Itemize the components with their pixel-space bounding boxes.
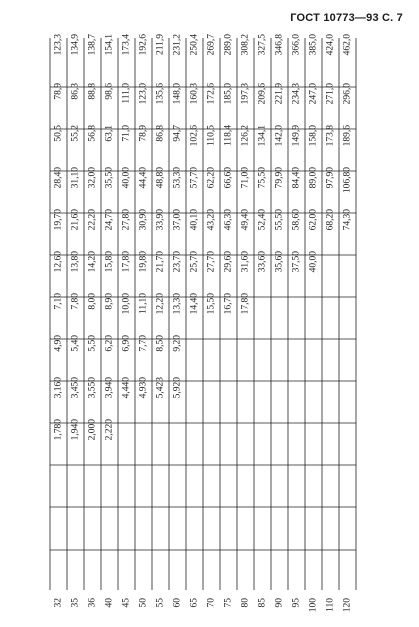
table-cell: 6,20 — [104, 335, 115, 352]
table-cell: 154,1 — [104, 34, 115, 56]
table-cell: 30,90 — [138, 209, 149, 231]
table-cell: 53,30 — [172, 167, 183, 189]
table-cell: 15,50 — [206, 293, 217, 315]
table-cell: 4,90 — [53, 335, 64, 352]
table-cell: 98,6 — [104, 83, 115, 100]
table-cell: 78,9 — [53, 83, 64, 100]
table-cell: 8,50 — [155, 335, 166, 352]
table-cell: 19,80 — [138, 251, 149, 273]
table-cell: 172,6 — [206, 83, 217, 105]
table-cell: 118,4 — [223, 125, 234, 147]
table-cell: 25,70 — [189, 251, 200, 273]
table-cell: 110,5 — [206, 125, 217, 147]
table-cell: 209,6 — [257, 83, 268, 105]
table-cell: 14,40 — [189, 293, 200, 315]
table-cell: 5,920 — [172, 377, 183, 399]
table-cell: 28,40 — [53, 167, 64, 189]
table-cell: 2,000 — [87, 419, 98, 441]
table-cell: 247,0 — [308, 83, 319, 105]
key-cell: 65 — [189, 598, 200, 608]
table-cell: 3,160 — [53, 377, 64, 399]
key-cell: 100 — [308, 598, 319, 613]
key-cell: 50 — [138, 598, 149, 608]
table-cell: 3,450 — [70, 377, 81, 399]
table-cell: 13,80 — [70, 251, 81, 273]
table-cell: 50,5 — [53, 125, 64, 142]
table-cell: 86,8 — [155, 125, 166, 142]
table-cell: 15,80 — [104, 251, 115, 273]
table-cell: 33,60 — [257, 251, 268, 273]
key-cell: 85 — [257, 598, 268, 608]
table-cell: 3,550 — [87, 377, 98, 399]
table-cell: 17,80 — [240, 293, 251, 315]
table-cell: 211,9 — [155, 34, 166, 56]
table-cell: 32,00 — [87, 167, 98, 189]
table-cell: 4,440 — [121, 377, 132, 399]
table-cell: 89,00 — [308, 167, 319, 189]
table-cell: 4,930 — [138, 377, 149, 399]
table-cell: 8,90 — [104, 293, 115, 310]
table-cell: 40,10 — [189, 209, 200, 231]
table-cell: 66,60 — [223, 167, 234, 189]
table-cell: 7,80 — [70, 293, 81, 310]
table-cell: 2,220 — [104, 419, 115, 441]
table-cell: 44,40 — [138, 167, 149, 189]
table-cell: 17,80 — [121, 251, 132, 273]
table-cell: 75,50 — [257, 167, 268, 189]
table-cell: 250,4 — [189, 34, 200, 56]
table-cell: 135,6 — [155, 83, 166, 105]
key-cell: 45 — [121, 598, 132, 608]
table-cell: 7,70 — [138, 335, 149, 352]
table-cell: 327,5 — [257, 34, 268, 56]
table-cell: 271,0 — [325, 83, 336, 105]
table-cell: 48,80 — [155, 167, 166, 189]
table-cell: 56,8 — [87, 125, 98, 142]
table-cell: 23,70 — [172, 251, 183, 273]
table-cell: 192,6 — [138, 34, 149, 56]
table-cell: 234,3 — [291, 83, 302, 105]
table-cell: 385,0 — [308, 34, 319, 56]
table-cell: 126,2 — [240, 125, 251, 147]
table-cell: 9,20 — [172, 335, 183, 352]
table-cell: 134,1 — [257, 125, 268, 147]
table-cell: 106,80 — [342, 167, 353, 194]
table-cell: 49,40 — [240, 209, 251, 231]
table-cell: 138,7 — [87, 34, 98, 56]
key-cell: 80 — [240, 598, 251, 608]
table-cell: 111,0 — [121, 83, 132, 104]
table-cell: 94,7 — [172, 125, 183, 142]
table-cell: 74,30 — [342, 209, 353, 231]
table-cell: 149,9 — [291, 125, 302, 147]
table-cell: 1,940 — [70, 419, 81, 441]
table-cell: 1,780 — [53, 419, 64, 441]
table-cell: 40,00 — [308, 251, 319, 273]
table-cell: 97,90 — [325, 167, 336, 189]
key-cell: 35 — [70, 598, 81, 608]
page-header: ГОСТ 10773—93 С. 7 — [290, 12, 403, 24]
table-cell: 366,0 — [291, 34, 302, 56]
table-cell: 24,70 — [104, 209, 115, 231]
key-cell: 110 — [325, 598, 336, 612]
table-cell: 296,0 — [342, 83, 353, 105]
table-cell: 55,2 — [70, 125, 81, 142]
table-cell: 29,60 — [223, 251, 234, 273]
table-cell: 27,80 — [121, 209, 132, 231]
table-cell: 6,90 — [121, 335, 132, 352]
table-cell: 289,0 — [223, 34, 234, 56]
key-cell: 36 — [87, 598, 98, 608]
table-cell: 158,0 — [308, 125, 319, 147]
table-cell: 21,70 — [155, 251, 166, 273]
table-cell: 37,50 — [291, 251, 302, 273]
table-cell: 63,1 — [104, 125, 115, 142]
table-cell: 13,30 — [172, 293, 183, 315]
table-cell: 71,00 — [240, 167, 251, 189]
table-cell: 16,70 — [223, 293, 234, 315]
table-cell: 123,3 — [53, 34, 64, 56]
key-cell: 95 — [291, 598, 302, 608]
table-cell: 88,8 — [87, 83, 98, 100]
table-cell: 79,90 — [274, 167, 285, 189]
table-cell: 11,10 — [138, 293, 149, 315]
table-cell: 14,20 — [87, 251, 98, 273]
table-cell: 27,70 — [206, 251, 217, 273]
key-cell: 40 — [104, 598, 115, 608]
table-cell: 35,60 — [274, 251, 285, 273]
table-cell: 40,00 — [121, 167, 132, 189]
table-cell: 62,20 — [206, 167, 217, 189]
table-cell: 21,60 — [70, 209, 81, 231]
table-cell: 7,10 — [53, 293, 64, 310]
table-cell: 46,30 — [223, 209, 234, 231]
table-cell: 86,3 — [70, 83, 81, 100]
table-cell: 78,9 — [138, 125, 149, 142]
table-cell: 12,60 — [53, 251, 64, 273]
table-cell: 185,0 — [223, 83, 234, 105]
table-cell: 57,70 — [189, 167, 200, 189]
table-cell: 160,3 — [189, 83, 200, 105]
table-cell: 189,6 — [342, 125, 353, 147]
table-cell: 102,6 — [189, 125, 200, 147]
table-cell: 71,0 — [121, 125, 132, 142]
table-cell: 5,50 — [87, 335, 98, 352]
table-cell: 308,2 — [240, 34, 251, 56]
table-cell: 31,10 — [70, 167, 81, 189]
table-cell: 12,20 — [155, 293, 166, 315]
table-cell: 173,8 — [325, 125, 336, 147]
key-cell: 120 — [342, 598, 353, 613]
table-cell: 134,9 — [70, 34, 81, 56]
table-cell: 269,7 — [206, 34, 217, 56]
table-cell: 84,40 — [291, 167, 302, 189]
table-cell: 5,40 — [70, 335, 81, 352]
table-cell: 55,50 — [274, 209, 285, 231]
key-cell: 60 — [172, 598, 183, 608]
table-cell: 33,90 — [155, 209, 166, 231]
table-cell: 424,0 — [325, 34, 336, 56]
table-cell: 231,2 — [172, 34, 183, 56]
table-cell: 37,00 — [172, 209, 183, 231]
key-cell: 70 — [206, 598, 217, 608]
key-cell: 75 — [223, 598, 234, 608]
table-cell: 43,20 — [206, 209, 217, 231]
table-cell: 62,00 — [308, 209, 319, 231]
table-cell: 35,50 — [104, 167, 115, 189]
table-cell: 31,60 — [240, 251, 251, 273]
key-cell: 32 — [53, 598, 64, 608]
key-cell: 55 — [155, 598, 166, 608]
table-cell: 173,4 — [121, 34, 132, 56]
table-cell: 5,423 — [155, 377, 166, 399]
table-cell: 3,940 — [104, 377, 115, 399]
key-cell: 90 — [274, 598, 285, 608]
table-cell: 58,60 — [291, 209, 302, 231]
table-cell: 8,00 — [87, 293, 98, 310]
table-cell: 123,0 — [138, 83, 149, 105]
table-cell: 197,3 — [240, 83, 251, 105]
table-cell: 68,20 — [325, 209, 336, 231]
table-cell: 52,40 — [257, 209, 268, 231]
table-cell: 142,0 — [274, 125, 285, 147]
table-cell: 148,0 — [172, 83, 183, 105]
table-cell: 221,9 — [274, 83, 285, 105]
table-cell: 462,0 — [342, 34, 353, 56]
table-cell: 19,70 — [53, 209, 64, 231]
table-cell: 22,20 — [87, 209, 98, 231]
table-cell: 10,00 — [121, 293, 132, 315]
table-cell: 346,8 — [274, 34, 285, 56]
